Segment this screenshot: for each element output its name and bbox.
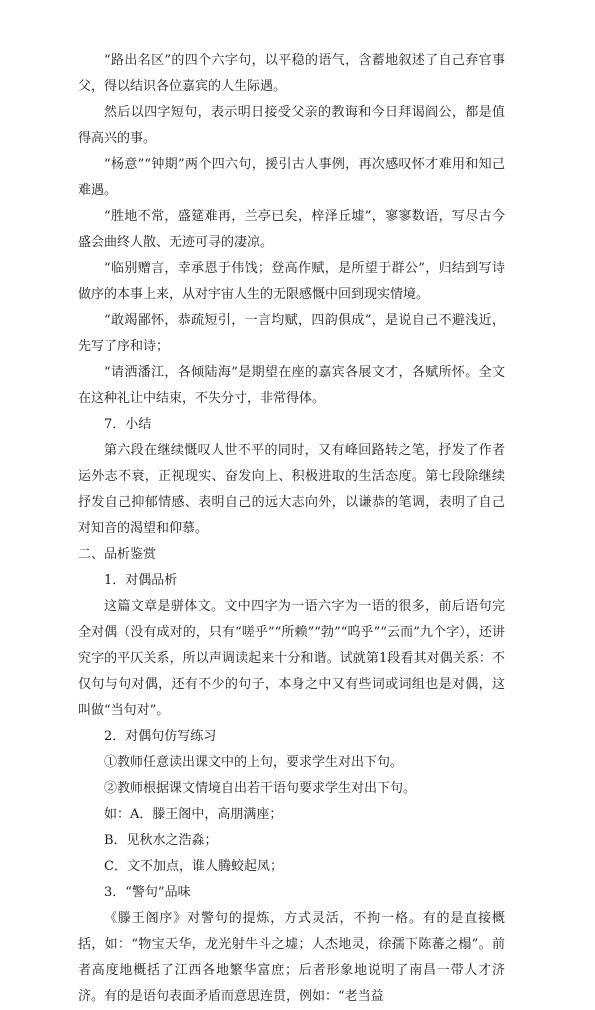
paragraph-2: 然后以四字短句，表示明日接受父亲的教诲和今日拜谒阎公，都是值得高兴的事。 (78, 105, 505, 146)
paragraph-5: “临别赠言，幸承恩于伟饯；登高作赋，是所望于群公”，归结到写诗做序的本事上来，从对宇宙人生的无限感慨中回到现实情境。 (78, 261, 505, 302)
list-item-example-b: B．见秋水之浩淼； (104, 833, 218, 848)
list-item-example-a: 如：A．滕王阁中，高朋满座； (104, 807, 283, 822)
paragraph-summary: 第六段在继续慨叹人世不平的同时，又有峰回路转之笔，抒发了作者运外志不衰，正视现实、奋发向上、积极进取的生活态度。第七段除继续抒发自己抑郁情感、表明自己的远大志向外，以谦恭的笔调，表明了自己对知音的渴望和仰慕。 (78, 443, 505, 536)
list-item-1: ①教师任意读出课文中的上句，要求学生对出下句。 (104, 755, 404, 770)
list-item-example-c: C．文不加点，谁人腾蛟起凤； (104, 859, 283, 874)
paragraph-1: “路出名区”的四个六字句，以平稳的语气，含蓄地叙述了自己弃官事父，得以结识各位嘉宾的人生际遇。 (78, 53, 505, 94)
list-item-2: ②教师根据课文情境自出若干语句要求学生对出下句。 (104, 781, 417, 796)
paragraph-3: “杨意”“钟期”两个四六句，援引古人事例，再次感叹怀才难用和知己难遇。 (78, 157, 505, 198)
paragraph-epigrams: 《滕王阁序》对警句的提炼，方式灵活，不拘一格。有的是直接概括，如：“物宝天华，龙光射牛斗之墟；人杰地灵，徐孺下陈蕃之榻”。前者高度地概括了江西各地繁华富庶；后者形象地说明了南昌一带人才济济。有的是语句表面矛盾而意思连贯，例如：“老当益 (78, 911, 505, 1004)
section-heading-epigrams: 3．“警句”品味 (104, 885, 191, 900)
section-heading-summary: 7．小结 (104, 417, 152, 432)
section-heading-antithesis: 1．对偶品析 (104, 573, 178, 588)
chapter-heading-appreciation: 二、品析鉴赏 (78, 547, 157, 562)
paragraph-antithesis: 这篇文章是骈体文。文中四字为一语六字为一语的很多，前后语句完全对偶（没有成对的，只有“嗟乎”“所赖”“勃”“呜乎”“云而”九个字），还讲究字的平仄关系，所以声调读起来十分和谐。试就第1段看其对偶关系：不仅句与句对偶，还有不少的句子，本身之中又有些词或词组也是对偶，这叫做“当句对”。 (78, 599, 505, 718)
paragraph-7: “请洒潘江，各倾陆海”是期望在座的嘉宾各展文才，各赋所怀。全文在这种礼让中结束，不失分寸，非常得体。 (78, 365, 505, 406)
paragraph-6: “敢竭鄙怀，恭疏短引，一言均赋，四韵俱成”，是说自己不避浅近，先写了序和诗； (78, 313, 505, 354)
paragraph-4: “胜地不常，盛筵难再，兰亭已矣，梓泽丘墟”，寥寥数语，写尽古今盛会曲终人散、无迹可寻的凄凉。 (78, 209, 505, 250)
section-heading-exercise: 2．对偶句仿写练习 (104, 729, 217, 744)
